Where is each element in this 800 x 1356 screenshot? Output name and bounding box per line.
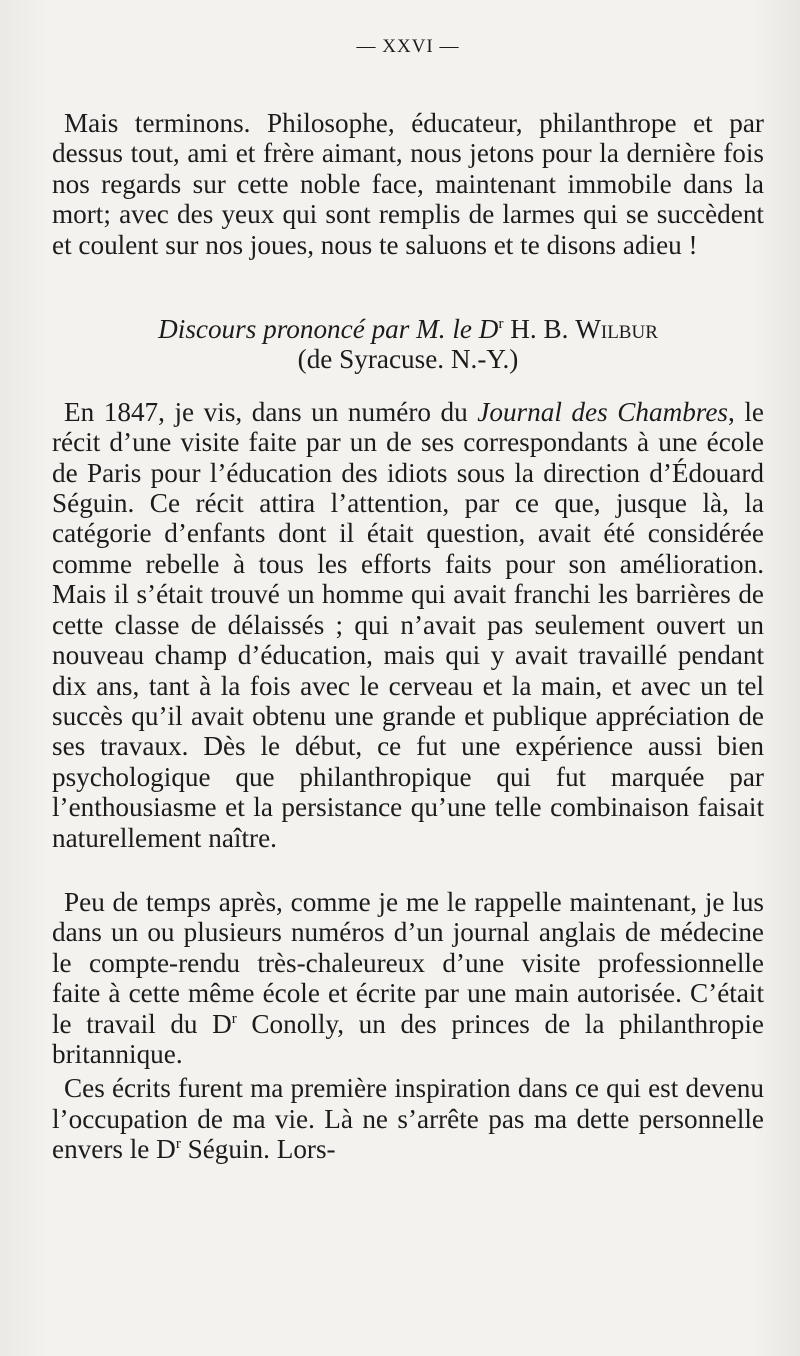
journal-title: Journal des Chambres <box>477 396 729 427</box>
paragraph-conolly <box>52 887 764 1069</box>
paragraph-1847-part1: En 1847, je vis, dans un numéro du <box>64 396 478 427</box>
paragraph-1847 <box>52 397 764 853</box>
paragraph-1847-part2: , le récit d’une visite faite par un de ses correspondants à une école de Paris pour l’éducation des idiots sous la direction d’Édouard Séguin. Ce récit attira l’attention, par ce que, jusque là, la catégorie d’enfants dont il était question, avait été considérée comme rebelle à tous les efforts faits pour son amélioration. Mais il s’était trouvé un homme qui avait franchi les barrières de cette classe de délaissés ; qui n’avait pas seulement ouvert un nouveau champ d’éducation, mais qui y avait travaillé pendant dix ans, tant à la fois avec le cerveau et la main, et avec un tel succès qu’il avait obtenu une grande et publique appréciation de ses travaux. Dès le début, ce fut une expérience aussi bien psychologique que philanthropique qui fut marquée par l’enthousiasme et la persistance qu’une telle combinaison faisait naturellement naître. <box>52 396 764 853</box>
dr-superscript: r <box>498 316 504 333</box>
paragraph-inspiration <box>52 1073 764 1164</box>
paragraph-conolly-part1: Peu de temps après, comme je me le rappelle maintenant, je lus dans un ou plusieurs numéros d’un journal anglais de médecine le compte-rendu très-chaleureux d’une visite professionnelle faite à cette même école et écrite par une main autorisée. C’était le travail du D <box>52 886 764 1039</box>
paragraph-conolly-part2: Conolly, un des princes de la philanthropie britannique. <box>52 1008 764 1069</box>
dr-superscript: r <box>175 1136 181 1153</box>
paragraph-farewell: Mais terminons. Philosophe, éducateur, philanthrope et par dessus tout, ami et frère aimant, nous jetons pour la dernière fois nos regards sur cette noble face, maintenant immobile dans la mort; avec des yeux qui sont remplis de larmes qui se succèdent et coulent sur nos joues, nous te saluons et te disons adieu ! <box>52 108 764 260</box>
speaker-initials: H. B. <box>503 314 576 345</box>
dr-superscript: r <box>231 1010 237 1027</box>
speech-heading-line-1 <box>158 314 658 344</box>
speech-heading-prefix: Discours prononcé par M. le D <box>158 314 499 345</box>
speaker-origin: (de Syracuse. N.-Y.) <box>297 344 519 375</box>
paragraph-inspiration-part1: Ces écrits furent ma première inspiration dans ce qui est devenu l’occupation de ma vie. Là ne s’arrête pas ma dette personnelle envers le D <box>52 1073 764 1165</box>
speaker-name: Wilbur <box>575 314 658 345</box>
paragraph-inspiration-part2: Séguin. Lors- <box>180 1134 336 1165</box>
running-head: — XXVI — <box>356 36 460 57</box>
speech-heading <box>52 314 764 375</box>
